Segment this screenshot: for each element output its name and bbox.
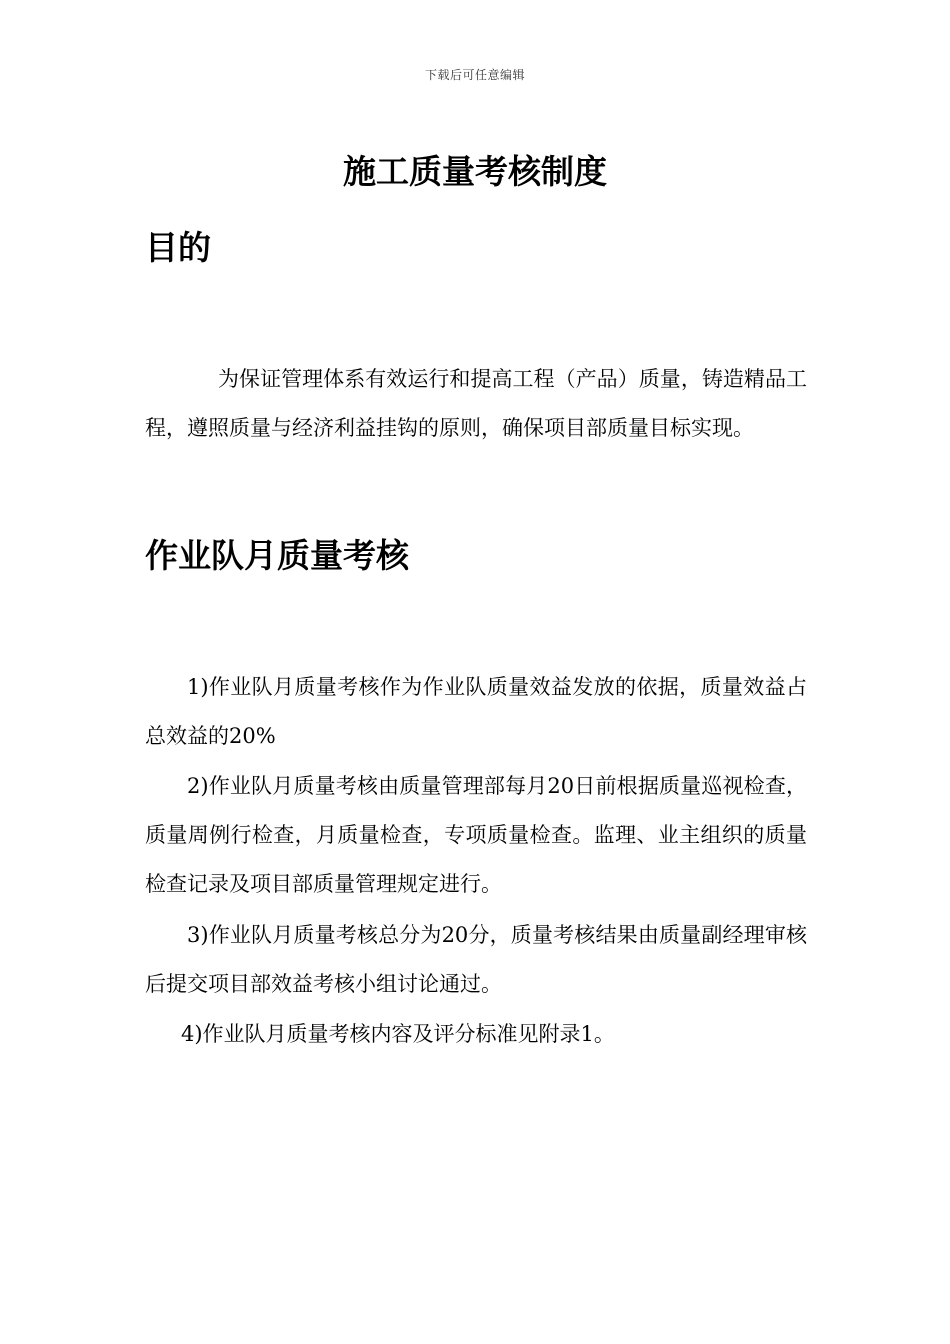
- document-title: 施工质量考核制度: [343, 152, 607, 191]
- assessment-item-4: 4)作业队月质量考核内容及评分标准见附录1。: [181, 1022, 615, 1046]
- header-note: 下载后可任意编辑: [424, 68, 525, 82]
- assessment-item-2: 2)作业队月质量考核由质量管理部每月20日前根据质量巡视检查，质量周例行检查，月质量检查，专项质量检查。监理、业主组织的质量检查记录及项目部质量管理规定进行。: [145, 774, 807, 896]
- assessment-item-1: 1)作业队月质量考核作为作业队质量效益发放的依据，质量效益占总效益的20%: [145, 675, 807, 748]
- section-heading-monthly-assessment: 作业队月质量考核: [145, 536, 409, 575]
- assessment-item-3: 3)作业队月质量考核总分为20分，质量考核结果由质量副经理审核后提交项目部效益考核小组讨论通过。: [145, 923, 807, 996]
- section-heading-purpose: 目的: [145, 228, 211, 267]
- purpose-paragraph: 为保证管理体系有效运行和提高工程（产品）质量，铸造精品工程，遵照质量与经济利益挂钩的原则，确保项目部质量目标实现。: [145, 367, 807, 440]
